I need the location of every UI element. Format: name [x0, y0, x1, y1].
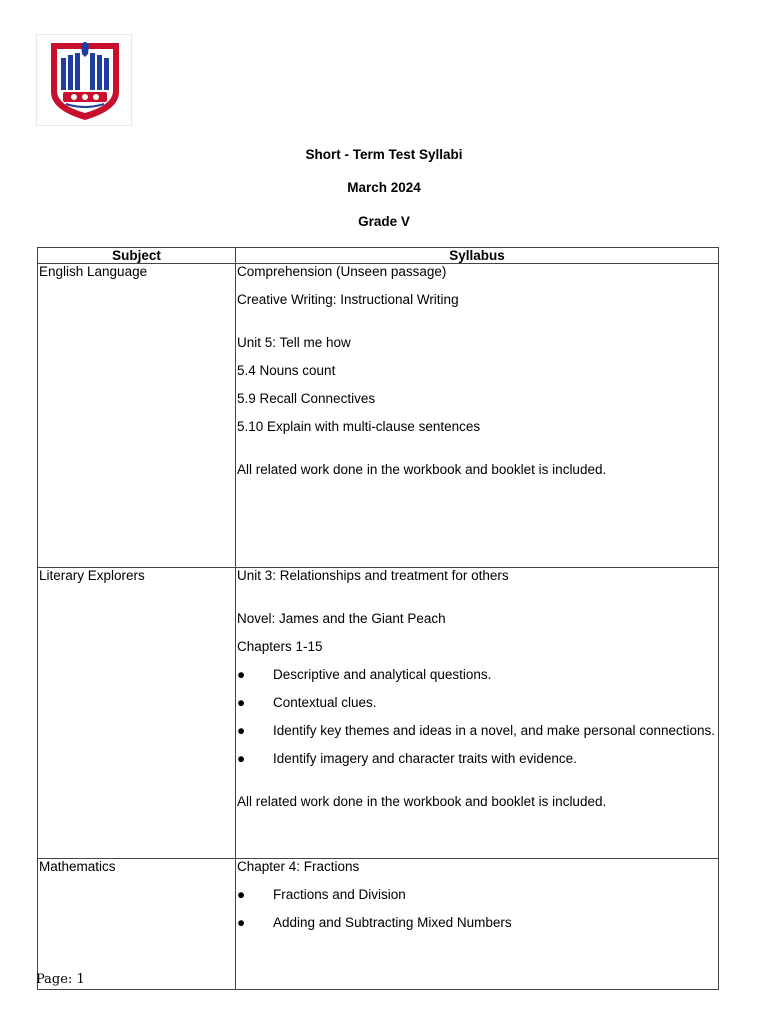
table-row-math	[38, 859, 719, 990]
syllabus-line: Comprehension (Unseen passage)	[237, 264, 447, 279]
syllabus-line: 5.4 Nouns count	[237, 363, 336, 378]
syllabus-line: Chapter 4: Fractions	[237, 859, 360, 874]
document-title: Short - Term Test Syllabi	[305, 147, 463, 162]
syllabus-line: Novel: James and the Giant Peach	[237, 611, 446, 626]
syllabus-line: Creative Writing: Instructional Writing	[237, 292, 459, 307]
bullet-icon: ●	[237, 751, 246, 766]
subject-cell: Literary Explorers	[38, 568, 236, 859]
syllabus-line: All related work done in the workbook and booklet is included.	[237, 462, 607, 477]
syllabus-cell	[236, 859, 719, 990]
syllabus-line: 5.10 Explain with multi-clause sentences	[237, 419, 481, 434]
syllabus-line: Chapters 1-15	[237, 639, 323, 654]
bullet-icon: ●	[237, 667, 246, 682]
document-month: March 2024	[347, 180, 421, 195]
school-crest-logo-icon	[48, 40, 122, 122]
syllabus-cell	[236, 568, 719, 859]
list-item: ● Fractions and Division	[237, 887, 406, 902]
syllabus-line: All related work done in the workbook and booklet is included.	[237, 794, 607, 809]
subject-column-header: Subject	[38, 248, 236, 264]
bullet-icon: ●	[237, 695, 246, 710]
bullet-icon: ●	[237, 723, 246, 738]
document-grade: Grade V	[358, 214, 410, 229]
syllabus-line: 5.9 Recall Connectives	[237, 391, 376, 406]
syllabus-table	[37, 247, 719, 990]
list-item: ● Identify imagery and character traits with evidence.	[237, 751, 577, 766]
table-header-row	[38, 248, 719, 264]
syllabus-line: Unit 3: Relationships and treatment for others	[237, 568, 509, 583]
list-item: ● Identify key themes and ideas in a novel, and make personal connections.	[237, 723, 716, 738]
list-item: ● Adding and Subtracting Mixed Numbers	[237, 915, 512, 930]
subject-cell: English Language	[38, 264, 236, 568]
subject-cell: Mathematics	[38, 859, 236, 990]
list-item: ● Contextual clues.	[237, 695, 377, 710]
list-item: ● Descriptive and analytical questions.	[237, 667, 492, 682]
table-row-english	[38, 264, 719, 568]
syllabus-line: Unit 5: Tell me how	[237, 335, 351, 350]
syllabus-cell	[236, 264, 719, 568]
bullet-icon: ●	[237, 887, 246, 902]
table-row-literary	[38, 568, 719, 859]
page-number: Page: 1	[36, 972, 85, 987]
bullet-icon: ●	[237, 915, 246, 930]
syllabus-column-header: Syllabus	[236, 248, 719, 264]
logo-frame	[36, 34, 132, 126]
